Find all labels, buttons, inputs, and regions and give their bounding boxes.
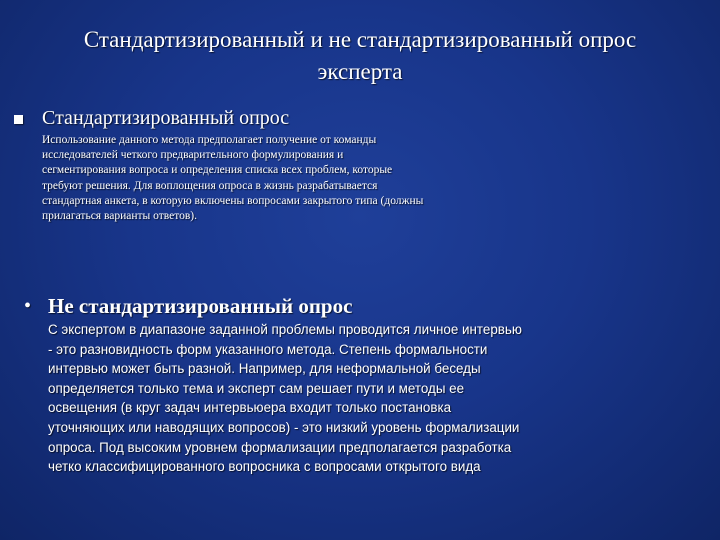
round-bullet-icon: • — [24, 295, 32, 317]
section-paragraph-standardized — [42, 133, 582, 224]
section-heading-nonstandardized: Не стандартизированный опрос — [48, 294, 353, 318]
slide-title-line: Стандартизированный и не стандартизированный опрос — [83, 27, 637, 52]
paragraph-line: определяется только тема и эксперт сам решает пути и методы ее — [48, 380, 465, 396]
paragraph-line: стандартная анкета, в которую включены вопросами закрытого типа (должны — [42, 194, 424, 207]
slide-title — [30, 24, 690, 88]
paragraph-line: опроса. Под высоким уровнем формализации предполагается разработка — [48, 439, 512, 455]
paragraph-line: С экспертом в диапазоне заданной проблемы проводится личное интервью — [48, 322, 522, 337]
slide-title-line: эксперта — [317, 59, 403, 84]
paragraph-line: Использование данного метода предполагает получение от команды — [42, 134, 377, 146]
paragraph-line: требуют решения. Для воплощения опроса в жизнь разрабатывается — [42, 179, 378, 192]
paragraph-line: исследователей четкого предварительного формулирования и — [42, 149, 344, 162]
square-bullet-icon — [14, 115, 23, 124]
paragraph-line: прилагаться варианты ответов). — [42, 210, 197, 223]
section-paragraph-nonstandardized — [48, 320, 668, 477]
section-heading-standardized: Стандартизированный опрос — [42, 107, 290, 129]
paragraph-line: освещения (в круг задач интервьюера входит только постановка — [48, 400, 452, 416]
paragraph-line: четко классифицированного вопросника с вопросами открытого вида — [48, 459, 481, 475]
paragraph-line: - это разновидность форм указанного метода. Степень формальности — [48, 341, 488, 357]
paragraph-line: сегментирования вопроса и определения списка всех проблем, которые — [42, 164, 393, 177]
paragraph-line: уточняющих или наводящих вопросов) - это низкий уровень формализации — [48, 419, 520, 435]
paragraph-line: интервью может быть разной. Например, для неформальной беседы — [48, 361, 481, 377]
